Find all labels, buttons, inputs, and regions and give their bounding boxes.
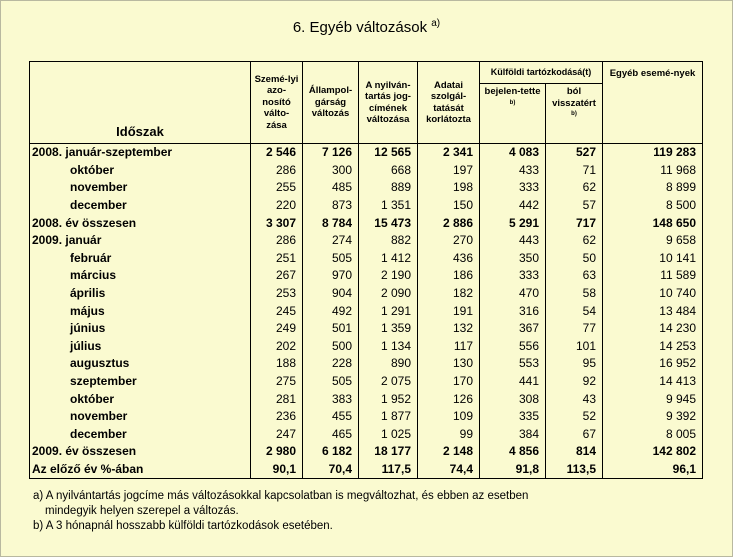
table-row bbox=[30, 443, 703, 461]
row-value: 383 bbox=[303, 390, 359, 408]
row-value: 15 473 bbox=[359, 214, 418, 232]
table-row bbox=[30, 144, 703, 162]
row-label: szeptember bbox=[30, 373, 251, 391]
row-value: 130 bbox=[418, 355, 480, 373]
row-value: 220 bbox=[251, 197, 303, 215]
row-value: 267 bbox=[251, 267, 303, 285]
header-other-events: Egyéb esemé-nyek bbox=[603, 62, 703, 144]
row-value: 350 bbox=[480, 250, 546, 268]
row-value: 501 bbox=[303, 320, 359, 338]
table-row bbox=[30, 461, 703, 479]
row-value: 62 bbox=[546, 232, 603, 250]
row-value: 300 bbox=[303, 162, 359, 180]
header-reported bbox=[480, 84, 546, 144]
header-registration-title-change: A nyilván-tartás jog-címének változása bbox=[359, 62, 418, 144]
row-value: 333 bbox=[480, 179, 546, 197]
row-value: 95 bbox=[546, 355, 603, 373]
row-value: 455 bbox=[303, 408, 359, 426]
table-row bbox=[30, 408, 703, 426]
row-label: augusztus bbox=[30, 355, 251, 373]
row-value: 316 bbox=[480, 302, 546, 320]
row-value: 6 182 bbox=[303, 443, 359, 461]
row-value: 197 bbox=[418, 162, 480, 180]
row-value: 485 bbox=[303, 179, 359, 197]
footnotes bbox=[33, 489, 528, 534]
row-label: június bbox=[30, 320, 251, 338]
row-label: július bbox=[30, 338, 251, 356]
row-value: 1 412 bbox=[359, 250, 418, 268]
row-label: október bbox=[30, 390, 251, 408]
row-label: március bbox=[30, 267, 251, 285]
row-value: 255 bbox=[251, 179, 303, 197]
row-value: 117,5 bbox=[359, 461, 418, 479]
row-value: 202 bbox=[251, 338, 303, 356]
row-value: 286 bbox=[251, 162, 303, 180]
row-label: április bbox=[30, 285, 251, 303]
title-footnote-mark: a) bbox=[431, 18, 441, 29]
row-label: február bbox=[30, 250, 251, 268]
row-value: 14 253 bbox=[603, 338, 703, 356]
row-value: 8 005 bbox=[603, 426, 703, 444]
header-period: Időszak bbox=[30, 62, 251, 144]
row-value: 132 bbox=[418, 320, 480, 338]
row-value: 505 bbox=[303, 373, 359, 391]
row-value: 52 bbox=[546, 408, 603, 426]
header-citizenship-change: Állampol-gárság változás bbox=[303, 62, 359, 144]
row-value: 1 291 bbox=[359, 302, 418, 320]
row-label: 2009. év összesen bbox=[30, 443, 251, 461]
row-value: 274 bbox=[303, 232, 359, 250]
row-value: 556 bbox=[480, 338, 546, 356]
row-value: 119 283 bbox=[603, 144, 703, 162]
row-label: május bbox=[30, 302, 251, 320]
row-value: 433 bbox=[480, 162, 546, 180]
row-value: 198 bbox=[418, 179, 480, 197]
header-returned bbox=[546, 84, 603, 144]
row-value: 91,8 bbox=[480, 461, 546, 479]
footnote-b: b) A 3 hónapnál hosszabb külföldi tartózkodások esetében. bbox=[33, 520, 333, 532]
row-value: 96,1 bbox=[603, 461, 703, 479]
row-value: 8 500 bbox=[603, 197, 703, 215]
row-value: 186 bbox=[418, 267, 480, 285]
table-row bbox=[30, 373, 703, 391]
table-row bbox=[30, 267, 703, 285]
row-label: Az előző év %-ában bbox=[30, 461, 251, 479]
row-value: 527 bbox=[546, 144, 603, 162]
row-value: 2 090 bbox=[359, 285, 418, 303]
row-value: 2 980 bbox=[251, 443, 303, 461]
row-label: december bbox=[30, 426, 251, 444]
header-returned-note: b) bbox=[571, 111, 577, 117]
row-value: 2 546 bbox=[251, 144, 303, 162]
row-value: 286 bbox=[251, 232, 303, 250]
row-value: 12 565 bbox=[359, 144, 418, 162]
row-value: 553 bbox=[480, 355, 546, 373]
row-value: 10 141 bbox=[603, 250, 703, 268]
row-value: 99 bbox=[418, 426, 480, 444]
row-label: október bbox=[30, 162, 251, 180]
row-value: 253 bbox=[251, 285, 303, 303]
row-value: 67 bbox=[546, 426, 603, 444]
row-value: 14 413 bbox=[603, 373, 703, 391]
header-data-restriction: Adatai szolgál-tatását korlátozta bbox=[418, 62, 480, 144]
row-value: 117 bbox=[418, 338, 480, 356]
row-value: 4 856 bbox=[480, 443, 546, 461]
footnote-a-line2: mindegyik helyen szerepel a változás. bbox=[45, 505, 239, 517]
footnote-a-line1: a) A nyilvántartás jogcíme más változásokkal kapcsolatban is megváltozhat, és ebben az esetben bbox=[33, 490, 529, 502]
row-value: 8 784 bbox=[303, 214, 359, 232]
table-row bbox=[30, 179, 703, 197]
row-value: 505 bbox=[303, 250, 359, 268]
row-value: 470 bbox=[480, 285, 546, 303]
title-text: 6. Egyéb változások bbox=[292, 19, 428, 36]
row-value: 188 bbox=[251, 355, 303, 373]
row-value: 668 bbox=[359, 162, 418, 180]
row-value: 9 658 bbox=[603, 232, 703, 250]
table-row bbox=[30, 355, 703, 373]
row-value: 500 bbox=[303, 338, 359, 356]
row-value: 1 877 bbox=[359, 408, 418, 426]
statistics-table bbox=[29, 61, 703, 479]
row-value: 228 bbox=[303, 355, 359, 373]
row-value: 74,4 bbox=[418, 461, 480, 479]
table-body bbox=[30, 144, 703, 479]
table-row bbox=[30, 250, 703, 268]
row-value: 71 bbox=[546, 162, 603, 180]
row-value: 9 392 bbox=[603, 408, 703, 426]
row-value: 170 bbox=[418, 373, 480, 391]
row-value: 57 bbox=[546, 197, 603, 215]
row-value: 2 886 bbox=[418, 214, 480, 232]
row-value: 1 359 bbox=[359, 320, 418, 338]
row-value: 1 134 bbox=[359, 338, 418, 356]
row-value: 4 083 bbox=[480, 144, 546, 162]
row-value: 308 bbox=[480, 390, 546, 408]
row-value: 50 bbox=[546, 250, 603, 268]
row-value: 384 bbox=[480, 426, 546, 444]
table-row bbox=[30, 197, 703, 215]
table-row bbox=[30, 320, 703, 338]
row-value: 113,5 bbox=[546, 461, 603, 479]
row-value: 90,1 bbox=[251, 461, 303, 479]
row-value: 441 bbox=[480, 373, 546, 391]
row-value: 249 bbox=[251, 320, 303, 338]
row-value: 3 307 bbox=[251, 214, 303, 232]
row-value: 70,4 bbox=[303, 461, 359, 479]
row-value: 18 177 bbox=[359, 443, 418, 461]
row-value: 889 bbox=[359, 179, 418, 197]
row-value: 191 bbox=[418, 302, 480, 320]
table-row bbox=[30, 162, 703, 180]
row-value: 16 952 bbox=[603, 355, 703, 373]
row-value: 814 bbox=[546, 443, 603, 461]
header-returned-text: ból visszatért bbox=[552, 86, 596, 109]
row-value: 148 650 bbox=[603, 214, 703, 232]
row-value: 2 190 bbox=[359, 267, 418, 285]
row-value: 443 bbox=[480, 232, 546, 250]
table-row bbox=[30, 302, 703, 320]
row-value: 442 bbox=[480, 197, 546, 215]
header-personal-id-change: Szemé-lyi azo-nosító válto-zása bbox=[251, 62, 303, 144]
row-label: november bbox=[30, 179, 251, 197]
row-value: 63 bbox=[546, 267, 603, 285]
row-value: 62 bbox=[546, 179, 603, 197]
row-value: 9 945 bbox=[603, 390, 703, 408]
table-row bbox=[30, 426, 703, 444]
row-value: 5 291 bbox=[480, 214, 546, 232]
table-row bbox=[30, 338, 703, 356]
row-value: 465 bbox=[303, 426, 359, 444]
row-label: 2009. január bbox=[30, 232, 251, 250]
row-value: 275 bbox=[251, 373, 303, 391]
row-value: 2 075 bbox=[359, 373, 418, 391]
row-label: 2008. év összesen bbox=[30, 214, 251, 232]
row-value: 492 bbox=[303, 302, 359, 320]
row-value: 8 899 bbox=[603, 179, 703, 197]
row-value: 54 bbox=[546, 302, 603, 320]
row-value: 126 bbox=[418, 390, 480, 408]
row-value: 2 341 bbox=[418, 144, 480, 162]
row-value: 43 bbox=[546, 390, 603, 408]
row-value: 333 bbox=[480, 267, 546, 285]
row-value: 904 bbox=[303, 285, 359, 303]
header-abroad-group: Külföldi tartózkodásá(t) bbox=[480, 62, 603, 84]
row-value: 270 bbox=[418, 232, 480, 250]
table-row bbox=[30, 285, 703, 303]
row-value: 1 025 bbox=[359, 426, 418, 444]
row-value: 2 148 bbox=[418, 443, 480, 461]
row-value: 11 968 bbox=[603, 162, 703, 180]
row-value: 717 bbox=[546, 214, 603, 232]
row-value: 142 802 bbox=[603, 443, 703, 461]
row-value: 182 bbox=[418, 285, 480, 303]
row-value: 970 bbox=[303, 267, 359, 285]
row-value: 281 bbox=[251, 390, 303, 408]
row-value: 150 bbox=[418, 197, 480, 215]
header-reported-note: b) bbox=[509, 99, 516, 106]
row-value: 92 bbox=[546, 373, 603, 391]
row-value: 247 bbox=[251, 426, 303, 444]
table-row bbox=[30, 390, 703, 408]
row-value: 245 bbox=[251, 302, 303, 320]
row-value: 236 bbox=[251, 408, 303, 426]
row-label: 2008. január-szeptember bbox=[30, 144, 251, 162]
row-value: 1 351 bbox=[359, 197, 418, 215]
table-row bbox=[30, 232, 703, 250]
table-title bbox=[0, 18, 733, 36]
row-value: 1 952 bbox=[359, 390, 418, 408]
row-value: 882 bbox=[359, 232, 418, 250]
row-value: 367 bbox=[480, 320, 546, 338]
header-reported-text: bejelen-tette bbox=[484, 86, 541, 97]
row-value: 13 484 bbox=[603, 302, 703, 320]
row-value: 109 bbox=[418, 408, 480, 426]
row-value: 873 bbox=[303, 197, 359, 215]
row-value: 7 126 bbox=[303, 144, 359, 162]
row-value: 14 230 bbox=[603, 320, 703, 338]
row-value: 10 740 bbox=[603, 285, 703, 303]
row-value: 436 bbox=[418, 250, 480, 268]
row-value: 890 bbox=[359, 355, 418, 373]
row-value: 77 bbox=[546, 320, 603, 338]
row-value: 101 bbox=[546, 338, 603, 356]
row-value: 251 bbox=[251, 250, 303, 268]
row-value: 58 bbox=[546, 285, 603, 303]
table-row bbox=[30, 214, 703, 232]
row-label: december bbox=[30, 197, 251, 215]
row-value: 11 589 bbox=[603, 267, 703, 285]
row-label: november bbox=[30, 408, 251, 426]
row-value: 335 bbox=[480, 408, 546, 426]
